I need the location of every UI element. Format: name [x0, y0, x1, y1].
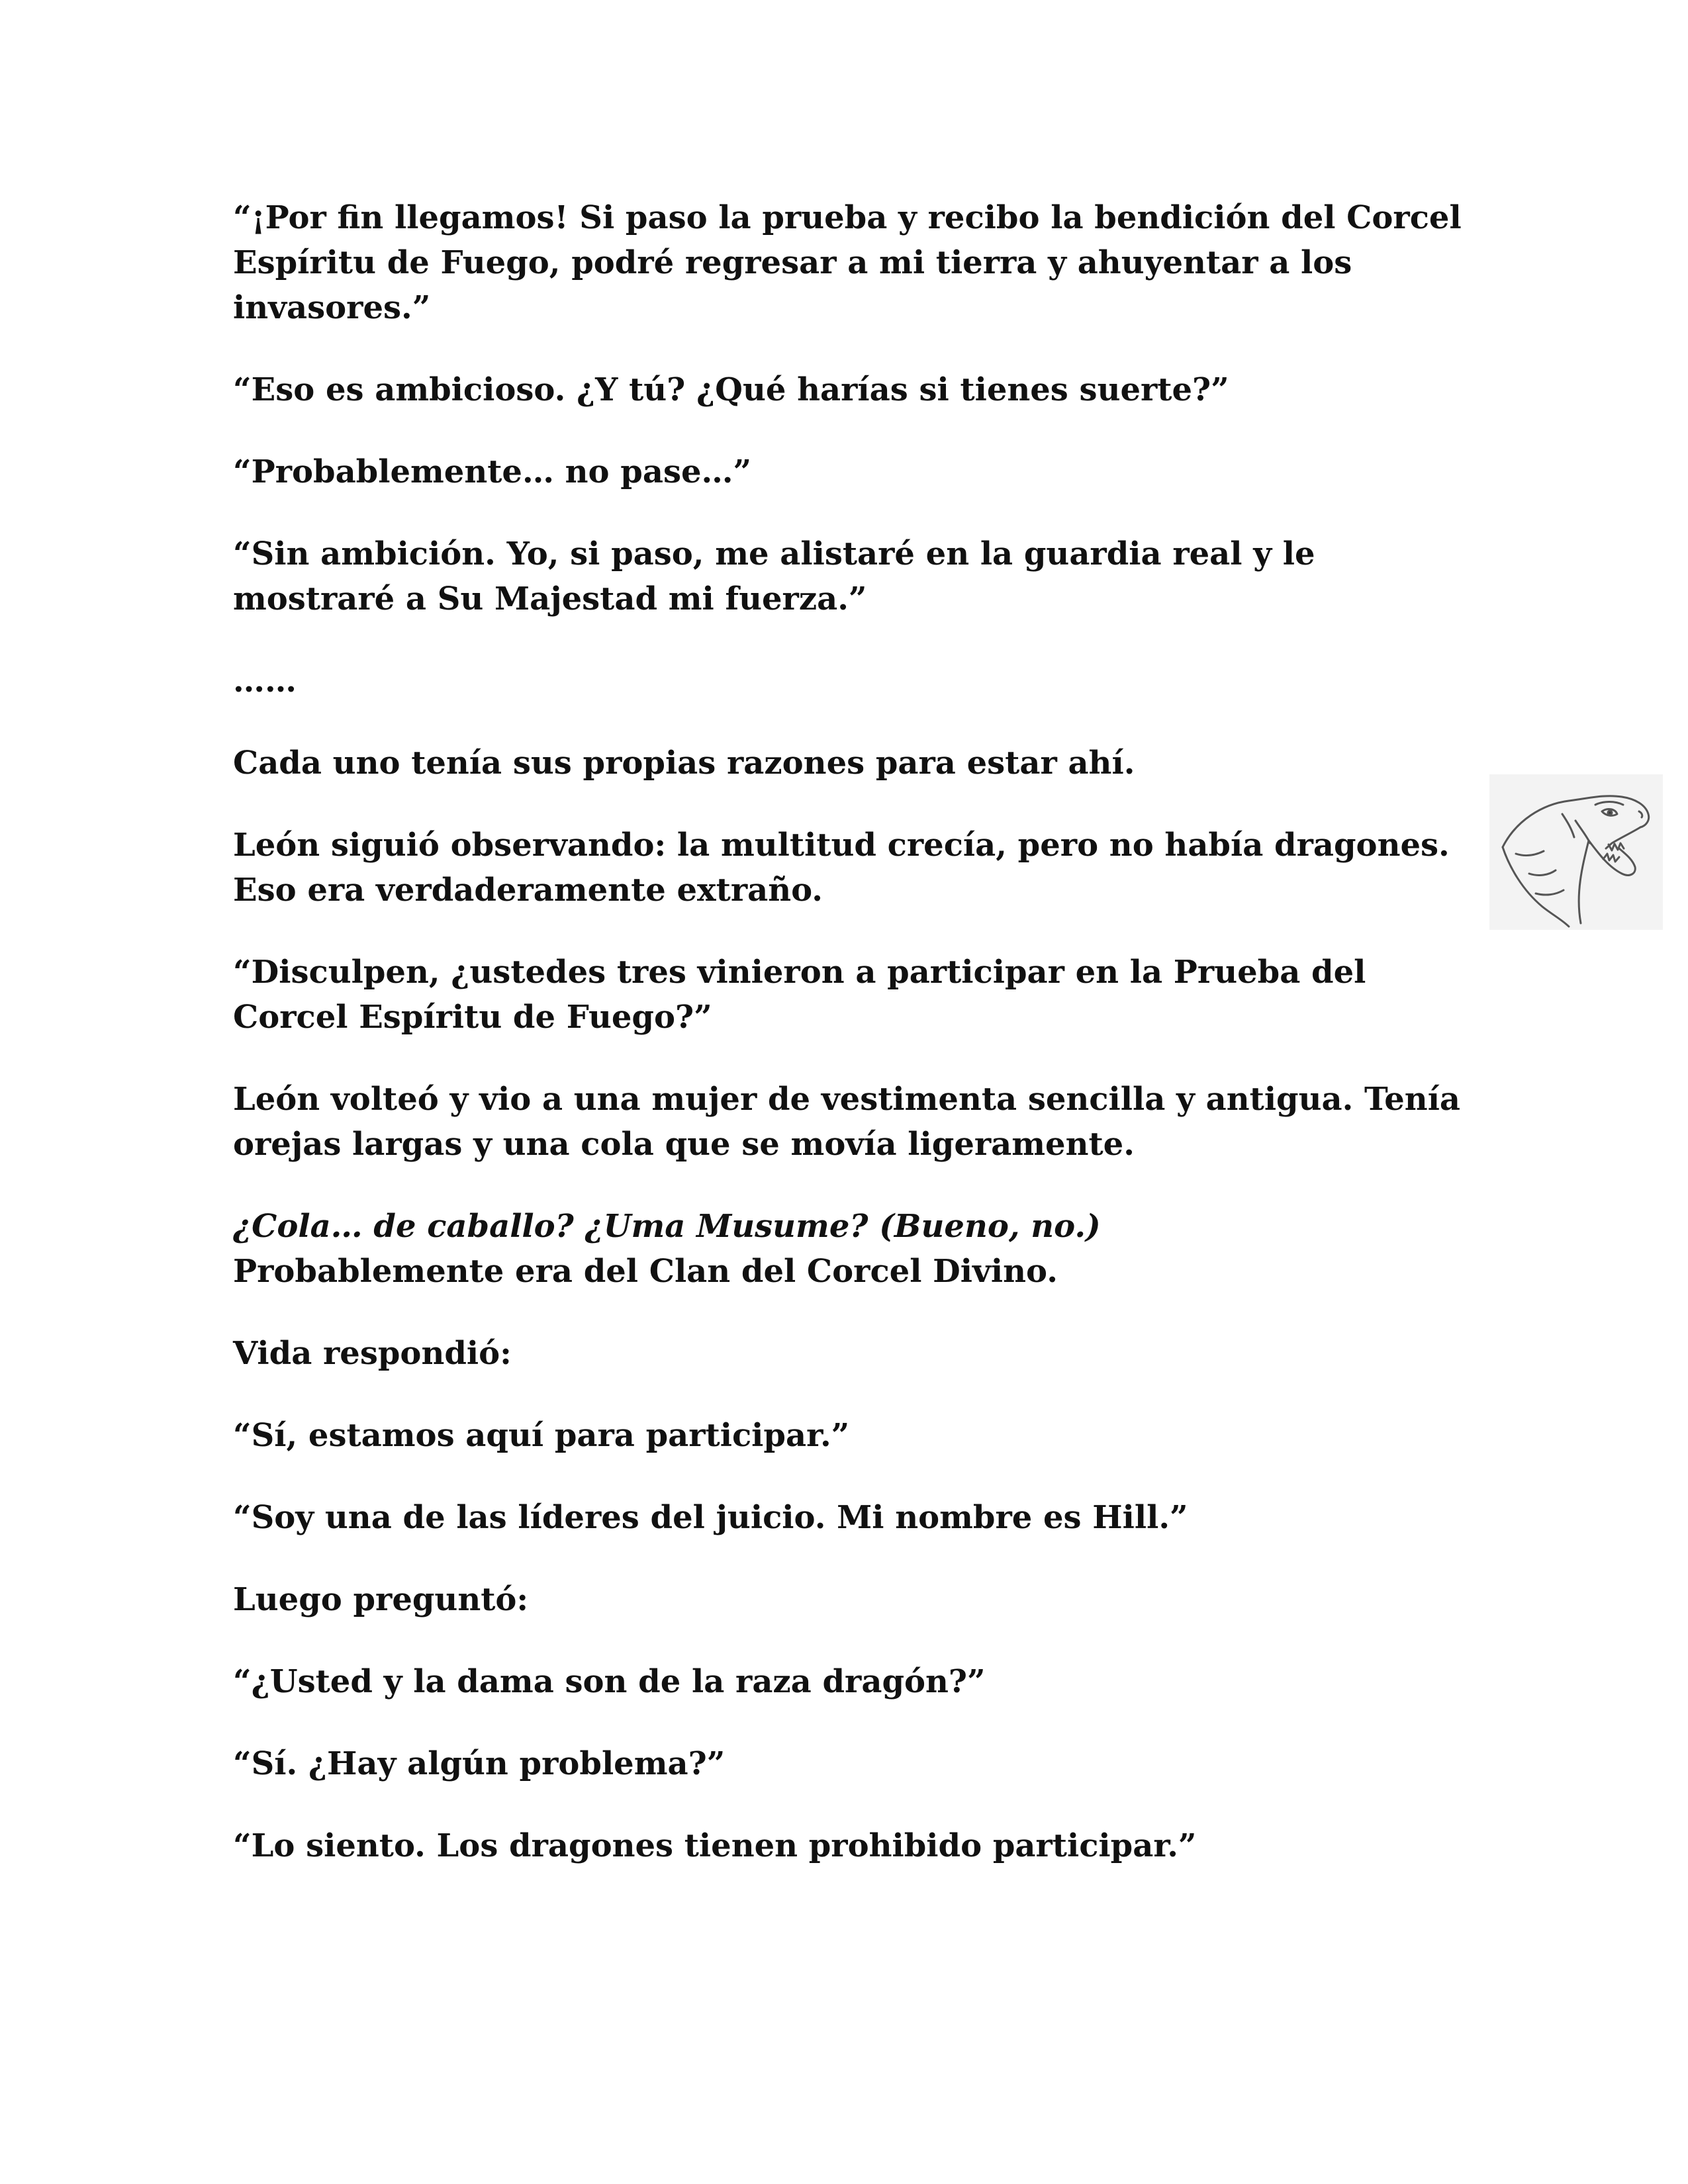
dinosaur-head-icon	[1489, 774, 1663, 930]
paragraph: “Soy una de las líderes del juicio. Mi nombre es Hill.”	[233, 1499, 1188, 1536]
italic-thought: ¿Cola… de caballo? ¿Uma Musume? (Bueno, no.)	[233, 1208, 1101, 1245]
paragraph: Vida respondió:	[233, 1335, 512, 1372]
paragraph: “¡Por fin llegamos! Si paso la prueba y recibo la bendición del Corcel Espíritu de Fuego, podré regresar a mi tierra y ahuyentar a los invasores.”	[233, 199, 1462, 326]
paragraph: León siguió observando: la multitud crecía, pero no había dragones. Eso era verdaderamente extraño.	[233, 827, 1450, 909]
paragraph: “Sí. ¿Hay algún problema?”	[233, 1745, 726, 1782]
mixed-paragraph	[233, 1204, 1464, 1294]
paragraph: “Lo siento. Los dragones tienen prohibido participar.”	[233, 1827, 1197, 1864]
paragraph: “Sin ambición. Yo, si paso, me alistaré en la guardia real y le mostraré a Su Majestad mi fuerza.”	[233, 535, 1315, 617]
paragraph-continuation: Probablemente era del Clan del Corcel Divino.	[233, 1253, 1058, 1290]
paragraph: Cada uno tenía sus propias razones para estar ahí.	[233, 745, 1135, 782]
paragraph: León volteó y vio a una mujer de vestimenta sencilla y antigua. Tenía orejas largas y una cola que se movía ligeramente.	[233, 1081, 1461, 1163]
story-text	[233, 195, 1464, 1905]
paragraph: Luego preguntó:	[233, 1581, 529, 1618]
paragraph: “Probablemente… no pase…”	[233, 453, 752, 490]
paragraph: “Sí, estamos aquí para participar.”	[233, 1417, 850, 1454]
paragraph: “¿Usted y la dama son de la raza dragón?”	[233, 1663, 986, 1700]
scene-break: ……	[233, 662, 297, 700]
paragraph: “Eso es ambicioso. ¿Y tú? ¿Qué harías si tienes suerte?”	[233, 371, 1229, 408]
paragraph: “Disculpen, ¿ustedes tres vinieron a participar en la Prueba del Corcel Espíritu de Fuego?”	[233, 954, 1366, 1036]
